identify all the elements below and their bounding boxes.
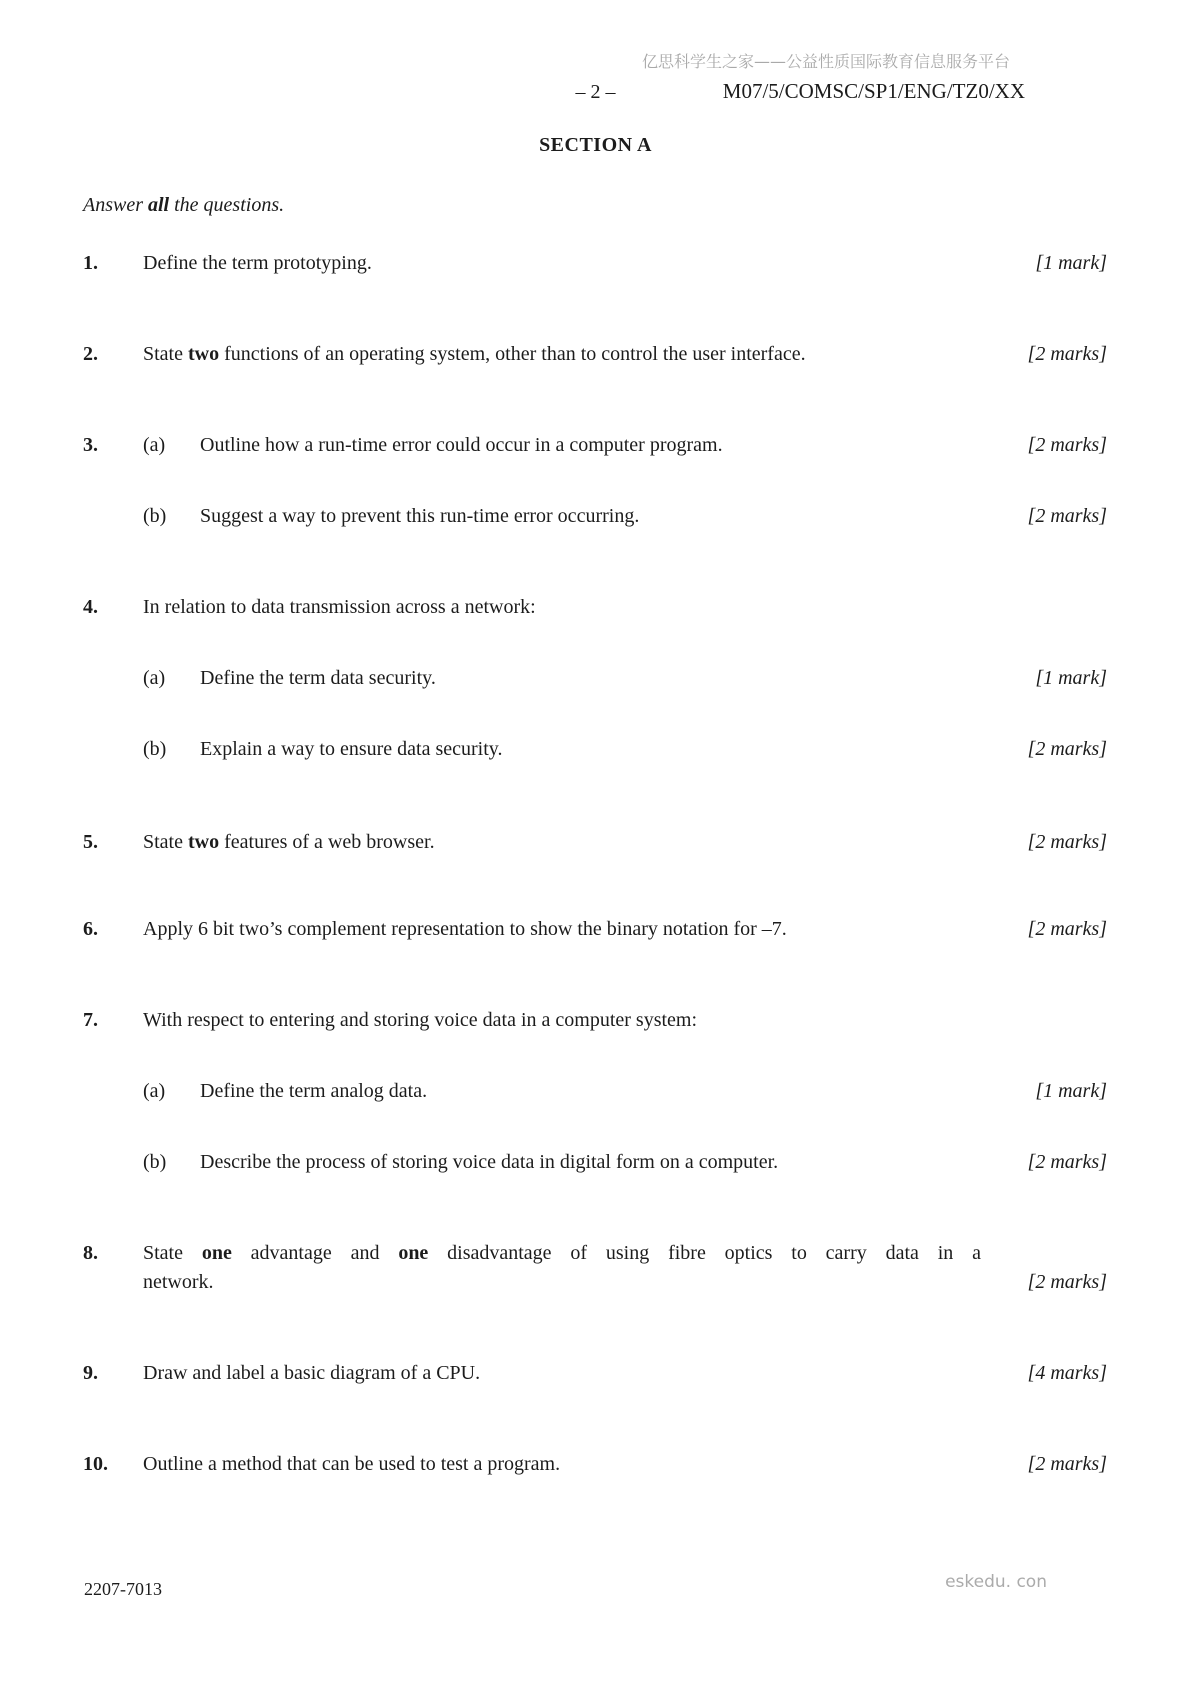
question-7-stem: With respect to entering and storing voice data in a computer system: [143, 1009, 698, 1031]
question-4a-marks: [1 mark] [1035, 667, 1107, 689]
question-3b-label: (b) [143, 505, 167, 527]
question-7b-marks: [2 marks] [1027, 1151, 1107, 1173]
question-3a-text: Outline how a run-time error could occur in a computer program. [200, 434, 723, 456]
chinese-watermark: 亿思科学生之家——公益性质国际教育信息服务平台 [641, 52, 1010, 71]
question-8-text-line2: network. [143, 1271, 214, 1293]
question-2-number: 2. [83, 343, 98, 365]
section-title: SECTION A [539, 134, 652, 156]
question-4-part-a [83, 668, 1107, 688]
question-9 [83, 1363, 1107, 1383]
page-number: – 2 – [575, 81, 616, 103]
question-2-marks: [2 marks] [1027, 343, 1107, 365]
question-8-seg2: advantage and [231, 1242, 399, 1264]
question-8-seg0: State [143, 1242, 202, 1264]
question-8-text-line1 [143, 1239, 981, 1268]
question-7a-text: Define the term analog data. [200, 1080, 428, 1102]
question-10-text: Outline a method that can be used to test a program. [143, 1453, 561, 1475]
question-1-number: 1. [83, 252, 98, 274]
question-2 [83, 344, 1107, 364]
question-3-number: 3. [83, 434, 98, 456]
instruction-emphasis: all [148, 194, 170, 216]
question-10-number: 10. [83, 1453, 108, 1475]
question-5 [83, 832, 1107, 852]
question-8-number: 8. [83, 1242, 98, 1264]
question-3a-marks: [2 marks] [1027, 434, 1107, 456]
question-1 [83, 253, 1107, 273]
question-7a-label: (a) [143, 1080, 166, 1102]
question-3b-marks: [2 marks] [1027, 505, 1107, 527]
question-3b-text: Suggest a way to prevent this run-time error occurring. [200, 505, 640, 527]
question-5-marks: [2 marks] [1027, 831, 1107, 853]
question-4b-text: Explain a way to ensure data security. [200, 738, 503, 760]
question-7-part-b [83, 1152, 1107, 1172]
question-9-number: 9. [83, 1362, 98, 1384]
question-9-marks: [4 marks] [1027, 1362, 1107, 1384]
instruction-post: the questions. [169, 194, 285, 216]
question-8-seg3-bold: one [398, 1242, 429, 1264]
question-4 [83, 597, 1107, 617]
question-7a-marks: [1 mark] [1035, 1080, 1107, 1102]
question-6-marks: [2 marks] [1027, 918, 1107, 940]
question-4-stem: In relation to data transmission across a network: [143, 596, 536, 618]
question-6-text: Apply 6 bit two’s complement representation to show the binary notation for –7. [143, 918, 787, 940]
question-5-text [143, 832, 987, 852]
question-10-marks: [2 marks] [1027, 1453, 1107, 1475]
exam-code: M07/5/COMSC/SP1/ENG/TZ0/XX [722, 79, 1025, 103]
question-4b-label: (b) [143, 738, 167, 760]
question-5-number: 5. [83, 831, 98, 853]
question-2-text-post: functions of an operating system, other than to control the user interface. [219, 343, 806, 365]
question-2-text-pre: State [143, 343, 188, 365]
question-2-text-bold: two [188, 343, 220, 365]
question-3-part-b [83, 506, 1107, 526]
question-8-seg1-bold: one [201, 1242, 232, 1264]
question-9-text: Draw and label a basic diagram of a CPU. [143, 1362, 481, 1384]
question-10 [83, 1454, 1107, 1474]
question-8-marks: [2 marks] [1027, 1271, 1107, 1293]
question-4a-label: (a) [143, 667, 166, 689]
question-8 [83, 1239, 1107, 1297]
question-7b-label: (b) [143, 1151, 167, 1173]
question-7-part-a [83, 1081, 1107, 1101]
question-7 [83, 1010, 1107, 1030]
question-2-text [143, 344, 987, 364]
question-7-number: 7. [83, 1009, 98, 1031]
instruction-line [83, 195, 284, 215]
paper-code: 2207-7013 [84, 1579, 162, 1599]
site-watermark: eskedu. con [945, 1572, 1047, 1592]
question-3-part-a [83, 435, 1107, 455]
question-4b-marks: [2 marks] [1027, 738, 1107, 760]
question-8-seg4: disadvantage of using fibre optics to carry data in a [428, 1242, 982, 1264]
question-4a-text: Define the term data security. [200, 667, 436, 689]
question-4-part-b [83, 739, 1107, 759]
question-5-text-pre: State [143, 831, 188, 853]
question-1-text: Define the term prototyping. [143, 252, 372, 274]
question-3a-label: (a) [143, 434, 166, 456]
question-5-text-post: features of a web browser. [219, 831, 435, 853]
question-5-text-bold: two [188, 831, 220, 853]
instruction-pre: Answer [83, 194, 148, 216]
question-6 [83, 919, 1107, 939]
question-6-number: 6. [83, 918, 98, 940]
question-4-number: 4. [83, 596, 98, 618]
question-7b-text: Describe the process of storing voice data in digital form on a computer. [200, 1151, 779, 1173]
question-1-marks: [1 mark] [1035, 252, 1107, 274]
